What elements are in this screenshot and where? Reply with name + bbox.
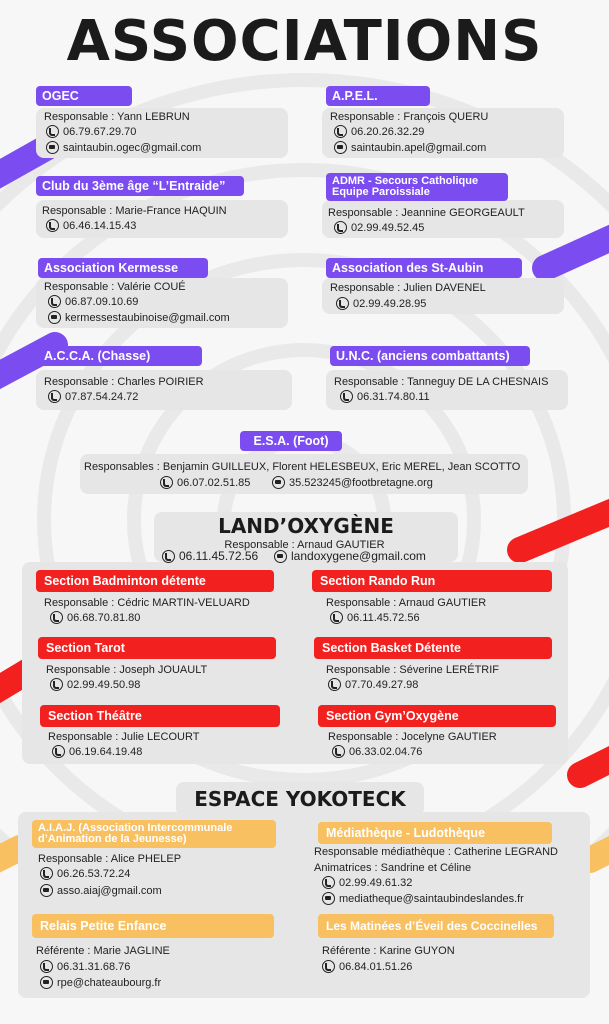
kermesse-resp: Responsable : Valérie COUÉ [44,281,186,293]
gym-phone: 06.33.02.04.76 [349,746,423,758]
admr-phone: 02.99.49.52.45 [351,222,425,234]
club-tag: Club du 3ème âge “L’Entraide” [36,176,244,196]
matinees-resp: Référente : Karine GUYON [322,945,455,957]
phone-icon [334,221,347,234]
apel-tag: A.P.E.L. [326,86,430,106]
mail-icon [48,311,61,324]
badminton-resp: Responsable : Cédric MARTIN-VELUARD [44,597,250,609]
mediatheque-resp: Responsable médiathèque : Catherine LEGRAND [314,846,558,858]
rando-phone: 06.11.45.72.56 [347,612,420,624]
apel-resp: Responsable : François QUERU [330,111,489,123]
club-resp: Responsable : Marie-France HAQUIN [42,205,227,217]
phone-icon [340,390,353,403]
gym-tag: Section Gym’Oxygène [318,705,556,727]
aiaj-resp: Responsable : Alice PHELEP [38,853,182,865]
kermesse-phone: 06.87.09.10.69 [65,296,139,308]
mail-icon [40,976,53,989]
aiaj-tag: A.I.A.J. (Association Intercommunale d’Animation de la Jeunesse) [32,820,276,848]
page-title: ASSOCIATIONS [66,9,543,74]
aiaj-phone-line [40,867,130,881]
staubin-tag: Association des St-Aubin [326,258,522,278]
gym-resp: Responsable : Jocelyne GAUTIER [328,731,497,743]
matinees-phone: 06.84.01.51.26 [339,961,413,973]
apel-email[interactable]: saintaubin.apel@gmail.com [351,142,487,154]
kermesse-phone-line [48,295,138,309]
phone-icon [160,476,173,489]
phone-icon [46,125,59,138]
landoxygene-title: LAND’OXYGÈNE [154,512,458,562]
relais-phone: 06.31.31.68.76 [57,961,131,973]
landoxygene-email[interactable]: landoxygene@gmail.com [291,549,426,563]
phone-icon [332,745,345,758]
mail-icon [322,892,335,905]
esa-email-line [272,476,433,490]
phone-icon [336,297,349,310]
phone-icon [48,295,61,308]
phone-icon [40,867,53,880]
unc-phone-line [340,390,430,404]
relais-email-line [40,976,161,990]
badminton-tag: Section Badminton détente [36,570,274,592]
landoxygene-phone-line [162,549,258,563]
acca-resp: Responsable : Charles POIRIER [44,376,204,388]
rando-resp: Responsable : Arnaud GAUTIER [326,597,487,609]
phone-icon [50,611,63,624]
admr-tag: ADMR - Secours Catholique Equipe Paroissiale [326,173,508,201]
kermesse-tag: Association Kermesse [38,258,208,278]
staubin-phone: 02.99.49.28.95 [353,298,427,310]
apel-phone-line [334,125,424,139]
mediatheque-tag: Médiathèque - Ludothèque [318,822,552,844]
phone-icon [162,550,175,563]
phone-icon [334,125,347,138]
phone-icon [322,876,335,889]
club-phone: 06.46.14.15.43 [63,220,137,232]
mail-icon [46,141,59,154]
relais-resp: Référente : Marie JAGLINE [36,945,170,957]
mediatheque-phone-line [322,876,412,890]
aiaj-email-line [40,884,162,898]
kermesse-email[interactable]: kermessestaubinoise@gmail.com [65,312,230,324]
mail-icon [40,884,53,897]
acca-phone-line [48,390,138,404]
theatre-resp: Responsable : Julie LECOURT [48,731,200,743]
mediatheque-email[interactable]: mediatheque@saintaubindeslandes.fr [339,893,524,905]
admr-resp: Responsable : Jeannine GEORGEAULT [328,207,525,219]
tarot-tag: Section Tarot [38,637,276,659]
acca-tag: A.C.C.A. (Chasse) [38,346,202,366]
tarot-phone-line [50,678,140,692]
basket-resp: Responsable : Séverine LERÉTRIF [326,664,500,676]
ogec-phone-line [46,125,136,139]
tarot-phone: 02.99.49.50.98 [67,679,141,691]
aiaj-phone: 06.26.53.72.24 [57,868,131,880]
basket-tag: Section Basket Détente [314,637,552,659]
badminton-phone: 06.68.70.81.80 [67,612,141,624]
club-phone-line [46,219,136,233]
landoxygene-phone: 06.11.45.72.56 [179,549,259,563]
unc-phone: 06.31.74.80.11 [357,391,430,403]
matinees-phone-line [322,960,412,974]
mail-icon [274,550,287,563]
landoxygene-email-line [274,549,426,563]
esa-phone-line [160,476,250,490]
phone-icon [48,390,61,403]
basket-phone: 07.70.49.27.98 [345,679,419,691]
admr-phone-line [334,221,424,235]
phone-icon [328,678,341,691]
esa-resp: Responsables : Benjamin GUILLEUX, Florent HELESBEUX, Eric MEREL, Jean SCOTTO [84,461,521,473]
mail-icon [272,476,285,489]
gym-phone-line [332,745,422,759]
apel-email-line [334,141,486,155]
theatre-phone-line [52,745,142,759]
relais-tag: Relais Petite Enfance [32,914,274,938]
relais-phone-line [40,960,130,974]
mediatheque-phone: 02.99.49.61.32 [339,877,413,889]
esa-email[interactable]: 35.523245@footbretagne.org [289,477,433,489]
phone-icon [330,611,343,624]
esa-tag: E.S.A. (Foot) [240,431,342,451]
ogec-email[interactable]: saintaubin.ogec@gmail.com [63,142,202,154]
yokoteck-title: ESPACE YOKOTECK [176,782,424,816]
mail-icon [334,141,347,154]
phone-icon [40,960,53,973]
phone-icon [52,745,65,758]
basket-phone-line [328,678,418,692]
acca-phone: 07.87.54.24.72 [65,391,139,403]
unc-resp: Responsable : Tanneguy DE LA CHESNAIS [334,376,549,388]
kermesse-email-line [48,311,230,325]
badminton-phone-line [50,611,140,625]
aiaj-email[interactable]: asso.aiaj@gmail.com [57,885,162,897]
phone-icon [50,678,63,691]
rando-tag: Section Rando Run [312,570,552,592]
relais-email[interactable]: rpe@chateaubourg.fr [57,977,162,989]
ogec-email-line [46,141,201,155]
matinees-tag: Les Matinées d’Éveil des Coccinelles [318,914,554,938]
phone-icon [322,960,335,973]
esa-phone: 06.07.02.51.85 [177,477,251,489]
ogec-tag: OGEC [36,86,132,106]
mediatheque-resp2: Animatrices : Sandrine et Céline [314,862,472,874]
staubin-resp: Responsable : Julien DAVENEL [330,282,486,294]
unc-tag: U.N.C. (anciens combattants) [330,346,530,366]
theatre-tag: Section Théâtre [40,705,280,727]
ogec-phone: 06.79.67.29.70 [63,126,137,138]
tarot-resp: Responsable : Joseph JOUAULT [46,664,208,676]
landoxygene-resp: Responsable : Arnaud GAUTIER [224,539,385,551]
phone-icon [46,219,59,232]
theatre-phone: 06.19.64.19.48 [69,746,143,758]
mediatheque-email-line [322,892,524,906]
rando-phone-line [330,611,420,625]
staubin-phone-line [336,297,426,311]
ogec-resp: Responsable : Yann LEBRUN [44,111,190,123]
apel-phone: 06.20.26.32.29 [351,126,425,138]
